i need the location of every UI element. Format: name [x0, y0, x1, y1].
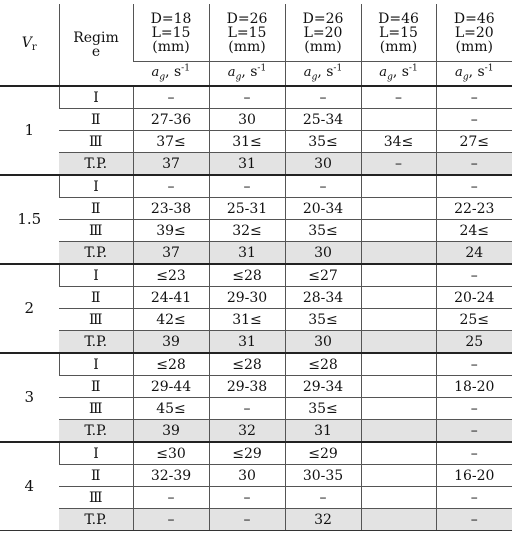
regime-label: Ⅰ [59, 442, 133, 465]
ag-cell: 30 [285, 242, 361, 265]
ag-cell: 25-34 [285, 109, 361, 131]
vr-value: 4 [0, 442, 59, 531]
ag-cell: 29-38 [209, 376, 285, 398]
ag-cell: – [285, 175, 361, 198]
header-regime-line1: Regim [73, 29, 119, 46]
regime-label: Ⅰ [59, 86, 133, 109]
ag-cell: 29-44 [133, 376, 209, 398]
ag-cell: 24-41 [133, 287, 209, 309]
ag-cell: – [133, 175, 209, 198]
ag-cell: – [436, 86, 512, 109]
ag-cell: – [436, 420, 512, 443]
ag-cell: – [285, 86, 361, 109]
ag-cell: 42≤ [133, 309, 209, 331]
ag-cell: – [436, 442, 512, 465]
ag-cell: ≤30 [133, 442, 209, 465]
ag-cell: – [133, 86, 209, 109]
ag-cell: 30 [285, 153, 361, 176]
table-row [0, 420, 512, 443]
ag-cell: – [436, 264, 512, 287]
regime-label: T.P. [59, 420, 133, 443]
regime-label: T.P. [59, 242, 133, 265]
ag-cell: – [209, 175, 285, 198]
regime-label: Ⅱ [59, 198, 133, 220]
ag-cell [361, 442, 436, 465]
ag-cell: 23-38 [133, 198, 209, 220]
ag-cell: 39≤ [133, 220, 209, 242]
regime-label: Ⅱ [59, 376, 133, 398]
ag-cell [361, 198, 436, 220]
vr-value: 1 [0, 86, 59, 175]
table-row [0, 264, 512, 287]
ag-cell: ≤27 [285, 264, 361, 287]
header-ag-unit: $a_g$, $s^{-1}$ [361, 62, 436, 87]
table-row [0, 487, 512, 509]
header-ag-unit: $a_g$, $s^{-1}$ [209, 62, 285, 87]
ag-cell: 39 [133, 331, 209, 354]
ag-cell: – [436, 109, 512, 131]
ag-cell: 32 [285, 509, 361, 531]
ag-cell: 37 [133, 242, 209, 265]
ag-cell: 27-36 [133, 109, 209, 131]
table-row [0, 309, 512, 331]
table-row [0, 331, 512, 354]
ag-cell [361, 353, 436, 376]
table-row [0, 398, 512, 420]
vr-value: 2 [0, 264, 59, 353]
ag-cell: 20-34 [285, 198, 361, 220]
ag-cell [361, 287, 436, 309]
ag-cell: – [209, 509, 285, 531]
ag-cell: – [436, 398, 512, 420]
ag-cell [361, 398, 436, 420]
ag-cell: – [436, 353, 512, 376]
ag-cell: 32≤ [209, 220, 285, 242]
regime-label: Ⅰ [59, 264, 133, 287]
regime-label: T.P. [59, 331, 133, 354]
regime-label: Ⅲ [59, 309, 133, 331]
ag-cell: 45≤ [133, 398, 209, 420]
regime-label: Ⅲ [59, 487, 133, 509]
header-vr-symbol: V [21, 35, 32, 51]
ag-cell: ≤28 [285, 353, 361, 376]
ag-cell: ≤23 [133, 264, 209, 287]
ag-cell: ≤28 [209, 353, 285, 376]
table-row [0, 175, 512, 198]
vr-value: 3 [0, 353, 59, 442]
ag-cell: 37≤ [133, 131, 209, 153]
ag-cell: 20-24 [436, 287, 512, 309]
table-row [0, 509, 512, 531]
ag-cell [361, 376, 436, 398]
table-row [0, 109, 512, 131]
ag-cell: 37 [133, 153, 209, 176]
ag-cell [361, 109, 436, 131]
ag-cell: ≤29 [209, 442, 285, 465]
ag-cell [361, 175, 436, 198]
ag-cell: 24 [436, 242, 512, 265]
header-regime-line2: e [91, 43, 101, 60]
ag-cell: – [436, 175, 512, 198]
ag-cell [361, 309, 436, 331]
ag-cell: 32 [209, 420, 285, 443]
ag-cell: – [436, 153, 512, 176]
ag-cell: 27≤ [436, 131, 512, 153]
ag-cell [361, 220, 436, 242]
regime-label: Ⅱ [59, 109, 133, 131]
header-config-2: D=26 L=15 (mm) [209, 4, 285, 62]
ag-cell: – [209, 487, 285, 509]
regime-label: Ⅰ [59, 353, 133, 376]
regime-label: T.P. [59, 509, 133, 531]
ag-cell [361, 242, 436, 265]
header-config-5: D=46 L=20 (mm) [436, 4, 512, 62]
ag-cell: 18-20 [436, 376, 512, 398]
table-row [0, 198, 512, 220]
table-row [0, 86, 512, 109]
ag-cell: ≤28 [209, 264, 285, 287]
table-row [0, 442, 512, 465]
ag-cell: – [361, 86, 436, 109]
ag-cell: 39 [133, 420, 209, 443]
regime-label: Ⅱ [59, 287, 133, 309]
header-ag-unit: $a_g$, $s^{-1}$ [436, 62, 512, 87]
regime-label: Ⅲ [59, 398, 133, 420]
ag-cell: 25 [436, 331, 512, 354]
ag-cell: 35≤ [285, 131, 361, 153]
ag-cell: 30 [285, 331, 361, 354]
ag-cell: 25≤ [436, 309, 512, 331]
regime-label: T.P. [59, 153, 133, 176]
ag-cell: 35≤ [285, 398, 361, 420]
header-vr-subscript: r [31, 42, 37, 53]
ag-cell: 31 [209, 331, 285, 354]
ag-cell [361, 487, 436, 509]
header-ag-unit: $a_g$, $s^{-1}$ [285, 62, 361, 87]
ag-cell: – [436, 487, 512, 509]
ag-cell: ≤29 [285, 442, 361, 465]
ag-cell: ≤28 [133, 353, 209, 376]
table-row [0, 465, 512, 487]
ag-cell: 16-20 [436, 465, 512, 487]
table-row [0, 376, 512, 398]
regime-label: Ⅰ [59, 175, 133, 198]
table-row [0, 131, 512, 153]
regime-label: Ⅲ [59, 220, 133, 242]
header-config-3: D=26 L=20 (mm) [285, 4, 361, 62]
ag-cell: 28-34 [285, 287, 361, 309]
regime-label: Ⅱ [59, 465, 133, 487]
ag-cell [361, 465, 436, 487]
ag-cell: 24≤ [436, 220, 512, 242]
header-ag-unit: $a_g$, $s^{-1}$ [133, 62, 209, 87]
ag-cell: 30 [209, 109, 285, 131]
header-config-4: D=46 L=15 (mm) [361, 4, 436, 62]
ag-cell: – [133, 487, 209, 509]
table-row [0, 220, 512, 242]
ag-cell [361, 420, 436, 443]
ag-cell: 35≤ [285, 220, 361, 242]
table-row [0, 287, 512, 309]
regime-table [0, 4, 512, 531]
ag-cell: – [209, 398, 285, 420]
header-regime [59, 4, 133, 86]
header-config-1: D=18 L=15 (mm) [133, 4, 209, 62]
ag-cell [361, 509, 436, 531]
vr-value: 1.5 [0, 175, 59, 264]
ag-cell: 35≤ [285, 309, 361, 331]
ag-cell: 29-30 [209, 287, 285, 309]
ag-cell: – [209, 86, 285, 109]
header-vr [0, 4, 59, 86]
table-row [0, 353, 512, 376]
ag-cell: – [285, 487, 361, 509]
ag-cell [361, 331, 436, 354]
ag-cell: – [361, 153, 436, 176]
table-row [0, 242, 512, 265]
ag-cell [361, 264, 436, 287]
ag-cell: – [436, 509, 512, 531]
ag-cell: 31≤ [209, 309, 285, 331]
ag-cell: 30 [209, 465, 285, 487]
table-body [0, 86, 512, 531]
ag-cell: 31 [285, 420, 361, 443]
ag-cell: 30-35 [285, 465, 361, 487]
ag-cell: 25-31 [209, 198, 285, 220]
ag-cell: 31 [209, 153, 285, 176]
ag-cell: 31≤ [209, 131, 285, 153]
table-row [0, 153, 512, 176]
ag-cell: 22-23 [436, 198, 512, 220]
ag-cell: 34≤ [361, 131, 436, 153]
ag-cell: – [133, 509, 209, 531]
ag-cell: 32-39 [133, 465, 209, 487]
regime-label: Ⅲ [59, 131, 133, 153]
ag-cell: 31 [209, 242, 285, 265]
ag-cell: 29-34 [285, 376, 361, 398]
